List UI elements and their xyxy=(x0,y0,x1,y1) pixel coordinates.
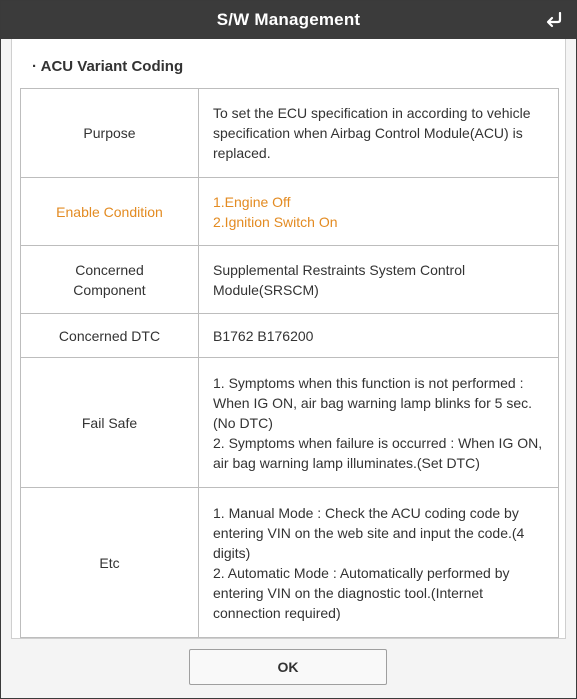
table-row xyxy=(21,358,559,488)
table-row xyxy=(21,246,559,314)
title-bar xyxy=(1,1,576,39)
row-label xyxy=(21,89,199,178)
row-label xyxy=(21,358,199,488)
row-label-line: Component xyxy=(73,281,146,298)
row-value-line: digits) xyxy=(213,544,251,561)
row-value-line: When IG ON, air bag warning lamp blinks for 5 sec. xyxy=(213,394,533,411)
row-value-line: replaced. xyxy=(213,145,271,161)
row-value-line: 1.Engine Off xyxy=(213,193,291,210)
ok-button[interactable]: OK xyxy=(189,649,387,685)
table-row xyxy=(21,178,559,246)
row-value-line: To set the ECU specification in according to vehicle xyxy=(213,105,531,121)
row-value-line: Module(SRSCM) xyxy=(213,281,319,298)
row-value-line: B1762 B176200 xyxy=(213,327,314,344)
back-button[interactable] xyxy=(542,8,566,32)
table-row xyxy=(21,89,559,178)
row-label xyxy=(21,246,199,314)
row-value xyxy=(199,358,559,488)
row-value-line: 2. Automatic Mode : Automatically performed by xyxy=(213,564,510,581)
row-label xyxy=(21,178,199,246)
row-label-line: Concerned xyxy=(75,261,144,278)
row-value-line: 1. Symptoms when this function is not performed : xyxy=(213,374,524,391)
window-title: S/W Management xyxy=(216,10,361,29)
row-value xyxy=(199,89,559,178)
row-value-line: entering VIN on the web site and input the code.(4 xyxy=(213,524,525,541)
row-value-line: entering VIN on the diagnostic tool.(Internet xyxy=(213,584,484,601)
row-value-line: 1. Manual Mode : Check the ACU coding code by xyxy=(213,504,519,521)
table-row xyxy=(21,488,559,638)
row-value-line: Supplemental Restraints System Control xyxy=(213,261,466,278)
content-panel[interactable] xyxy=(11,39,566,638)
row-label-line: Enable Condition xyxy=(56,203,163,220)
row-label xyxy=(21,488,199,638)
row-label-line: Etc xyxy=(99,554,120,571)
row-value xyxy=(199,488,559,638)
return-arrow-icon xyxy=(545,12,563,28)
row-label xyxy=(21,314,199,358)
section-title: · ACU Variant Coding xyxy=(32,58,184,75)
row-label-line: Concerned DTC xyxy=(58,327,161,344)
row-value-line: 2. Symptoms when failure is occurred : When IG ON, xyxy=(213,434,543,451)
row-value xyxy=(199,246,559,314)
row-label-line: Fail Safe xyxy=(81,414,138,431)
row-value-line: connection required) xyxy=(213,604,341,621)
row-value-line: air bag warning lamp illuminates.(Set DTC) xyxy=(213,454,480,471)
row-label-line: Purpose xyxy=(83,125,136,141)
row-value xyxy=(199,178,559,246)
footer-bar xyxy=(11,638,566,698)
row-value-line: (No DTC) xyxy=(213,414,273,431)
table-row xyxy=(21,314,559,358)
row-value-line: specification when Airbag Control Module(ACU) is xyxy=(213,125,523,141)
info-table xyxy=(20,88,559,638)
row-value-line: 2.Ignition Switch On xyxy=(213,213,338,230)
row-value xyxy=(199,314,559,358)
